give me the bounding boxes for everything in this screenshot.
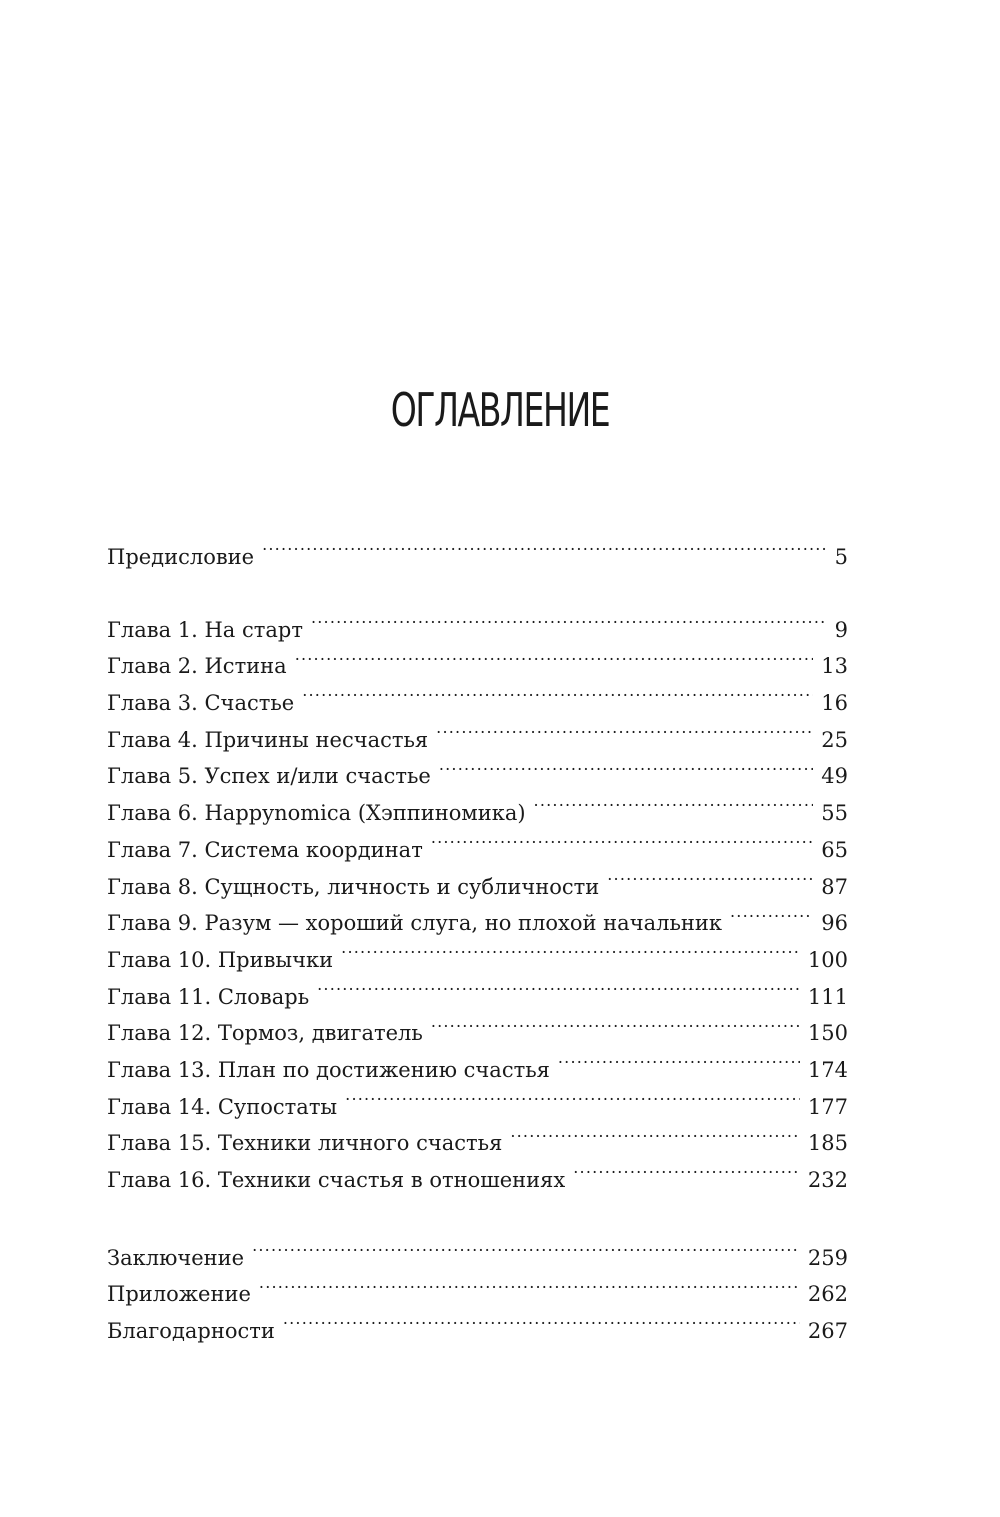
toc-entry-label: Глава 2. Истина [107, 654, 287, 679]
toc-entry-page: 185 [807, 1131, 848, 1156]
dot-leader [573, 1150, 800, 1187]
toc-entry-label: Глава 7. Система координат [107, 837, 423, 862]
dot-leader [259, 1265, 800, 1302]
toc-entry-page: 150 [807, 1021, 848, 1046]
dot-leader [302, 673, 813, 710]
toc-entry-page: 65 [821, 837, 848, 862]
toc-entry-page: 262 [807, 1282, 848, 1307]
toc-entry-chapter-1[interactable] [107, 600, 848, 642]
dot-leader [510, 1114, 800, 1151]
toc-entry-label: Глава 16. Техники счастья в отношениях [107, 1168, 566, 1192]
toc-entry-label: Приложение [107, 1282, 251, 1307]
dot-leader [607, 857, 813, 894]
dot-leader [295, 637, 814, 674]
dot-leader [431, 820, 813, 857]
toc-entry-label: Глава 5. Успех и/или счастье [107, 764, 431, 789]
toc-entry-page: 96 [821, 911, 848, 936]
toc-entry-page: 13 [821, 654, 848, 679]
toc-entry-label: Глава 11. Словарь [107, 984, 310, 1009]
toc-entry-page: 111 [807, 984, 848, 1009]
dot-leader [431, 1004, 800, 1041]
dot-leader [558, 1040, 800, 1077]
toc-back-matter [107, 1228, 848, 1344]
toc-entry-page: 87 [821, 874, 848, 899]
toc-entry-label: Глава 8. Сущность, личность и субличности [107, 874, 600, 899]
toc-entry-page: 16 [821, 691, 848, 716]
dot-leader [345, 1077, 800, 1114]
toc-entry-page: 259 [807, 1245, 848, 1270]
dot-leader [311, 600, 827, 637]
page-title: ОГЛАВЛЕНИЕ [390, 383, 610, 437]
toc-entry-label: Глава 3. Счастье [107, 691, 295, 716]
toc-entry-label: Заключение [107, 1245, 245, 1270]
toc-entry-label: Глава 4. Причины несчастья [107, 727, 429, 752]
toc-entry-label: Глава 9. Разум — хороший слуга, но плохой начальник [107, 911, 722, 936]
toc-entry-label: Глава 10. Привычки [107, 947, 334, 972]
dot-leader [252, 1228, 800, 1265]
toc-entry-page: 177 [807, 1094, 848, 1119]
dot-leader [439, 747, 813, 784]
toc-entry-label: Глава 15. Техники личного счастья [107, 1131, 503, 1156]
toc-front-matter [107, 527, 848, 569]
dot-leader [341, 930, 800, 967]
toc-entry-page: 267 [807, 1319, 848, 1344]
toc-entry-page: 49 [821, 764, 848, 789]
toc-chapters [107, 600, 848, 1192]
toc-entry-page: 100 [807, 947, 848, 972]
toc-entry-label: Глава 14. Супостаты [107, 1094, 338, 1119]
toc-entry-label: Предисловие [107, 544, 255, 569]
dot-leader [262, 527, 827, 564]
toc-entry-label: Благодарности [107, 1319, 275, 1344]
toc-entry-page: 232 [807, 1168, 848, 1192]
dot-leader [534, 783, 814, 820]
dot-leader [436, 710, 813, 747]
toc-entry-page: 25 [821, 727, 848, 752]
toc-entry-label: Глава 12. Тормоз, двигатель [107, 1021, 423, 1046]
toc-entry-page: 55 [821, 801, 848, 826]
toc-entry-page: 9 [834, 617, 848, 642]
dot-leader [317, 967, 800, 1004]
toc-entry-label: Глава 1. На старт [107, 617, 303, 642]
dot-leader [730, 894, 813, 931]
dot-leader [283, 1301, 800, 1338]
toc-entry-label: Глава 13. План по достижению счастья [107, 1057, 550, 1082]
toc-entry-page: 174 [807, 1057, 848, 1082]
toc-entry-page: 5 [834, 544, 848, 569]
toc-entry-label: Глава 6. Happynomica (Хэппиномика) [107, 801, 526, 826]
toc-entry-preface[interactable] [107, 527, 848, 569]
toc-entry-conclusion[interactable] [107, 1228, 848, 1270]
